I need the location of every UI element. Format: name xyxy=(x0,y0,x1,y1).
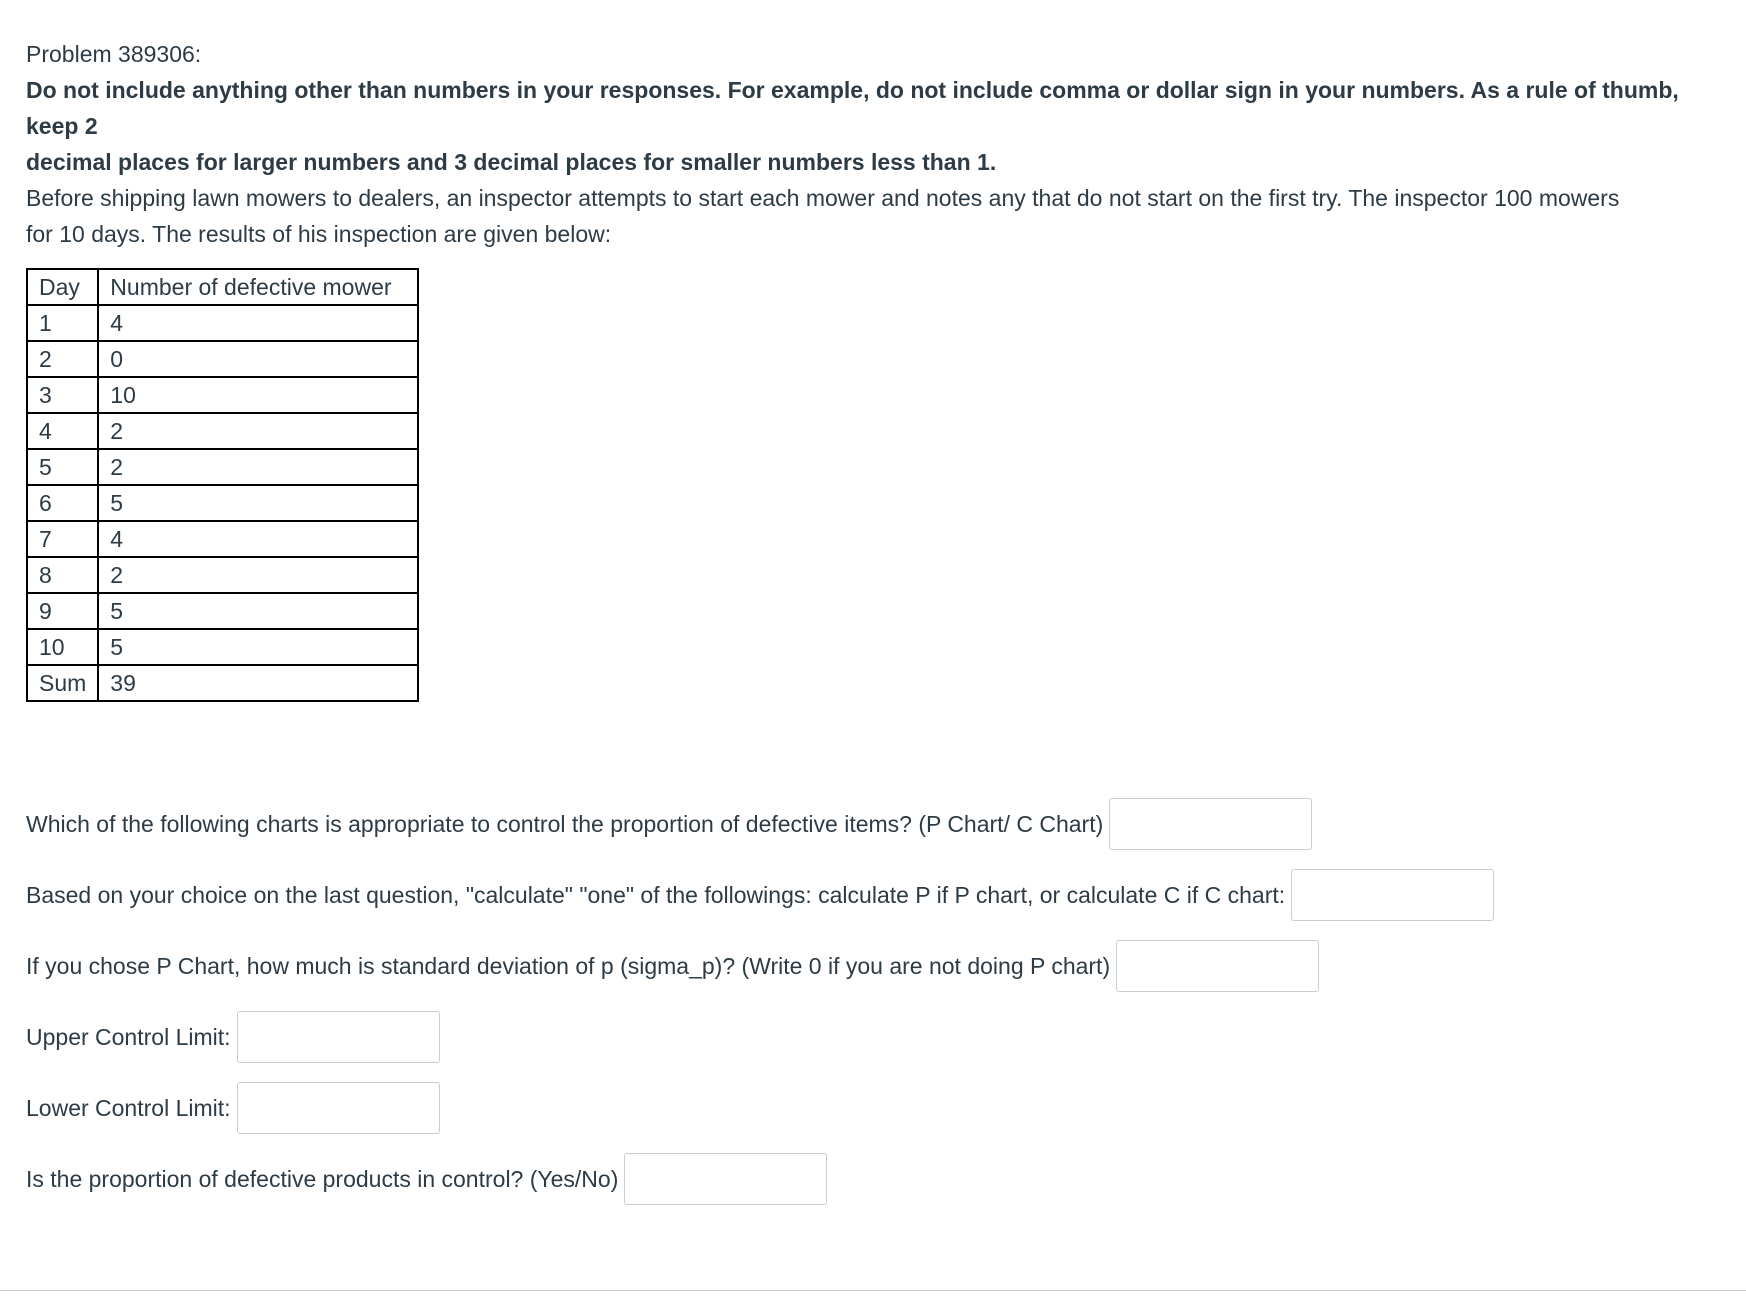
question-ucl xyxy=(26,1011,440,1063)
table-row xyxy=(27,593,418,629)
table-sum-row xyxy=(27,665,418,701)
cell-day: 5 xyxy=(27,449,98,485)
instructions-line-1: Do not include anything other than numbers in your responses. For example, do not include comma or dollar sign in your numbers. As a rule of thumb, keep 2 xyxy=(26,77,1679,139)
divider xyxy=(0,1290,1746,1291)
description-line-1: Before shipping lawn mowers to dealers, an inspector attempts to start each mower and notes any that do not start on the first try. The inspector 100 mowers xyxy=(26,185,1620,211)
table-row xyxy=(27,557,418,593)
table-row xyxy=(27,521,418,557)
question-p-or-c-label: Based on your choice on the last question, "calculate" "one" of the followings: calculate P if P chart, or calculate C if C chart: xyxy=(26,881,1286,908)
question-in-control xyxy=(26,1153,827,1205)
table-row xyxy=(27,377,418,413)
question-p-or-c xyxy=(26,869,1494,921)
ucl-answer-input[interactable] xyxy=(237,1011,440,1063)
description-line-2: for 10 days. The results of his inspection are given below: xyxy=(26,221,612,247)
in-control-answer-input[interactable] xyxy=(624,1153,827,1205)
question-lcl xyxy=(26,1082,440,1134)
sigma-p-answer-input[interactable] xyxy=(1116,940,1319,992)
cell-defective-count: 5 xyxy=(98,629,418,665)
cell-sum-label: Sum xyxy=(27,665,98,701)
cell-defective-count: 2 xyxy=(98,449,418,485)
cell-day: 7 xyxy=(27,521,98,557)
cell-defective-count: 2 xyxy=(98,557,418,593)
cell-defective-count: 4 xyxy=(98,521,418,557)
cell-day: 2 xyxy=(27,341,98,377)
cell-day: 9 xyxy=(27,593,98,629)
table-row xyxy=(27,305,418,341)
question-chart-type-label: Which of the following charts is appropriate to control the proportion of defective items? (P Chart/ C Chart) xyxy=(26,810,1104,837)
instructions-line-2: decimal places for larger numbers and 3 decimal places for smaller numbers less than 1. xyxy=(26,149,997,175)
table-header-row xyxy=(27,269,418,305)
cell-defective-count: 5 xyxy=(98,593,418,629)
question-in-control-label: Is the proportion of defective products in control? (Yes/No) xyxy=(26,1165,619,1192)
question-sigma-p-label: If you chose P Chart, how much is standard deviation of p (sigma_p)? (Write 0 if you are not doing P chart) xyxy=(26,952,1111,979)
problem-description xyxy=(26,180,1706,252)
instructions xyxy=(26,72,1706,180)
table-row xyxy=(27,629,418,665)
p-or-c-answer-input[interactable] xyxy=(1291,869,1494,921)
cell-defective-count: 5 xyxy=(98,485,418,521)
problem-title: Problem 389306: xyxy=(26,41,202,67)
cell-defective-count: 10 xyxy=(98,377,418,413)
cell-defective-count: 2 xyxy=(98,413,418,449)
cell-defective-count: 4 xyxy=(98,305,418,341)
cell-defective-count: 0 xyxy=(98,341,418,377)
cell-sum-value: 39 xyxy=(98,665,418,701)
problem-content xyxy=(26,36,1726,252)
table-row xyxy=(27,413,418,449)
header-defective-count: Number of defective mower xyxy=(98,269,418,305)
question-ucl-label: Upper Control Limit: xyxy=(26,1023,231,1050)
table-row xyxy=(27,485,418,521)
cell-day: 3 xyxy=(27,377,98,413)
question-chart-type xyxy=(26,798,1312,850)
cell-day: 10 xyxy=(27,629,98,665)
cell-day: 4 xyxy=(27,413,98,449)
cell-day: 8 xyxy=(27,557,98,593)
cell-day: 6 xyxy=(27,485,98,521)
chart-type-answer-input[interactable] xyxy=(1109,798,1312,850)
question-lcl-label: Lower Control Limit: xyxy=(26,1094,231,1121)
header-day: Day xyxy=(27,269,98,305)
cell-day: 1 xyxy=(27,305,98,341)
question-sigma-p xyxy=(26,940,1319,992)
defective-mower-table xyxy=(26,268,419,702)
table-row xyxy=(27,341,418,377)
table-row xyxy=(27,449,418,485)
lcl-answer-input[interactable] xyxy=(237,1082,440,1134)
